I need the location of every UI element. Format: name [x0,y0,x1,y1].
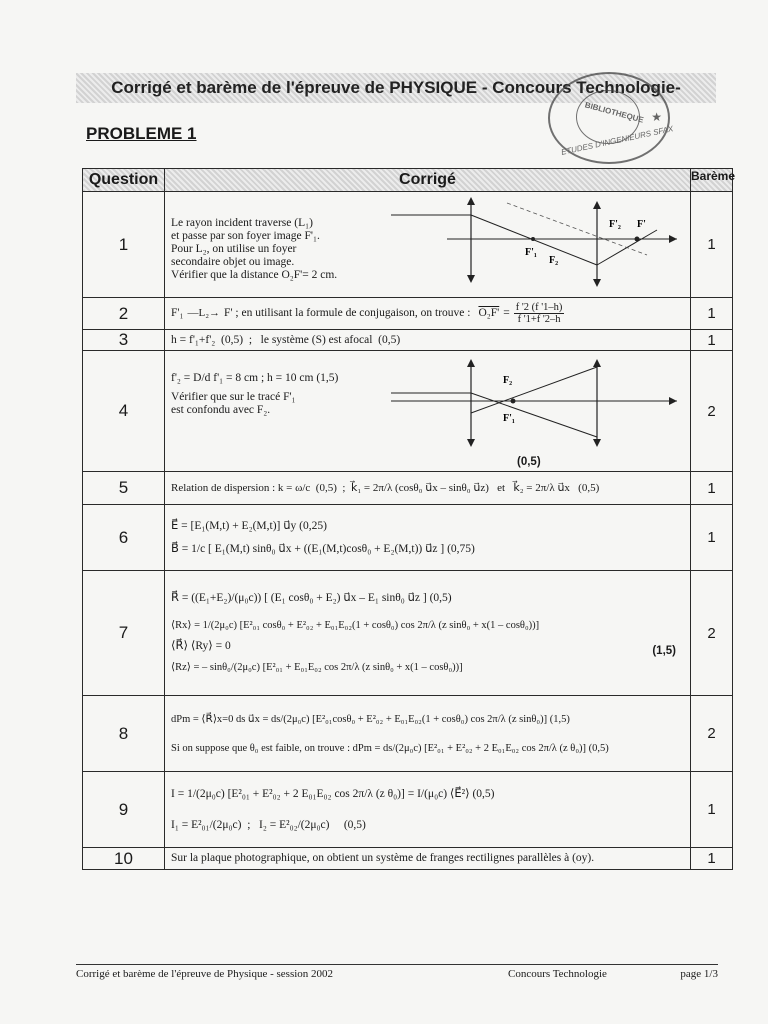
answer-line: Pour L₂, on utilise un foyer [171,242,297,255]
question-number: 3 [83,330,165,351]
table-row [83,192,733,298]
question-number: 10 [83,848,165,870]
question-number: 2 [83,298,165,330]
answer-line: secondaire objet ou image. [171,255,295,268]
answer-line: ⟨Rx⟩ = 1/(2μ₀c) [E²₀₁ cosθ₀ + E²₀₂ + E₀₁E₀₂(1 + cosθ₀) cos 2π/λ (z sinθ₀ + x(1 – cosθ₀))] [171,620,540,631]
answer-line: Si on suppose que θ₀ est faible, on trouve : dPm = ds/(2μ₀c) [E²₀₁ + E²₀₂ + 2 E₀₁E₀₂ cos 2π/λ (z θ₀)] (0,5) [171,742,609,754]
stamp-text-2: ETUDES D'INGENIEURS SFAX [560,124,674,157]
question-number: 8 [83,696,165,772]
answer-text: h = f'₁+f'₂ (0,5) ; le système (S) est afocal (0,5) [171,333,401,346]
score: 2 [691,351,733,472]
question-number: 9 [83,772,165,848]
question-number: 6 [83,505,165,571]
answer-line: ⟨Rz⟩ = – sinθ₀/(2μ₀c) [E²₀₁ + E₀₁E₀₂ cos 2π/λ (z sinθ₀ + x(1 – cosθ₀))] [171,662,463,673]
header-bareme: Barème [691,169,733,192]
table-row [83,505,733,571]
answer-line: I = 1/(2μ₀c) [E²₀₁ + E²₀₂ + 2 E₀₁E₀₂ cos 2π/λ (z θ₀)] = I/(μ₀c) ⟨E⃗²⟩ (0,5) [171,787,495,800]
score: 2 [691,571,733,696]
score: 1 [691,472,733,505]
answer-cell [165,848,691,870]
header-question: Question [83,169,165,192]
table-row [83,351,733,472]
answer-text: O₂F' [478,307,500,319]
bonus-score: (0,5) [517,456,541,468]
answer-text: Sur la plaque photographique, on obtient un système de franges rectilignes parallèles à (oy). [171,852,595,864]
answer-text: Relation de dispersion : k = ω/c (0,5) ; k⃗₁ = 2π/λ (cosθ₀ u⃗x – sinθ₀ u⃗z) et k⃗₂ = 2π/λ u⃗x (0,5) [171,481,600,494]
score: 1 [691,505,733,571]
question-number: 1 [83,192,165,298]
fraction-numerator: f '2 (f '1–h) [515,302,563,313]
answer-line: R⃗ = ((E₁+E₂)/(μ₀c)) [ (E₁ cosθ₀ + E₂) u⃗x – E₁ sinθ₀ u⃗z ] (0,5) [171,592,452,604]
answer-line: est confondu avec F₂. [171,404,271,416]
arrow-icon: —L₂→ [187,307,221,319]
answer-cell: F'₁ —L₂→ F' ; en utilisant la formule de conjugaison, on trouve : O₂F' = $\frac{f '2 (f '1-h)}{f '1+f '2-h}$ [165,298,691,330]
label-f2p: F'₂ [609,219,621,230]
answer-cell [165,505,691,571]
score: 1 [691,772,733,848]
answer-cell [165,571,691,696]
label-fp: F' [637,219,646,230]
bonus-score: (1,5) [652,645,676,657]
score: 2 [691,696,733,772]
answer-line: E⃗ = [E₁(M,t) + E₂(M,t)] u⃗y (0,25) [171,519,327,532]
answer-line: B⃗ = 1/c [ E₁(M,t) sinθ₀ u⃗x + ((E₁(M,t)cosθ₀ + E₂(M,t)) u⃗z ] (0,75) [171,542,475,555]
answer-line: dPm = ⟨R⃗⟩x=0 ds u⃗x = ds/(2μ₀c) [E²₀₁cosθ₀ + E²₀₂ + E₀₁E₀₂(1 + cosθ₀) cos 2π/λ (z sinθ₀)] (1,5) [171,713,570,725]
optics-diagram-4 [387,355,687,455]
question-number: 5 [83,472,165,505]
question-number: 7 [83,571,165,696]
footer-page-number: page 1/3 [680,968,718,980]
answer-table [82,168,736,870]
answer-line: Le rayon incident traverse (L₁) [171,216,313,229]
score: 1 [691,298,733,330]
header-corrige: Corrigé [165,169,691,192]
label-f2: F₂ [503,375,513,386]
table-row [83,772,733,848]
problem-title: PROBLEME 1 [86,124,197,143]
table-row [83,571,733,696]
header-banner: Corrigé et barème de l'épreuve de PHYSIQUE - Concours Technologie- [76,73,716,103]
footer-left: Corrigé et barème de l'épreuve de Physique - session 2002 [76,968,334,980]
answer-cell [165,330,691,351]
table-row [83,696,733,772]
answer-line: f'₂ = D/d f'₁ = 8 cm ; h = 10 cm (1,5) [171,372,339,384]
fraction [514,302,565,325]
answer-text: F'₁ [171,307,184,319]
page-footer [76,964,718,980]
answer-text: F' ; en utilisant la formule de conjugaison, on trouve : [224,307,471,319]
table-row [83,330,733,351]
answer-line: ⟨R⃗⟩ ⟨Ry⟩ = 0 [171,640,231,652]
library-stamp [548,72,674,164]
label-f1p: F'₁ [525,247,537,258]
question-number: 4 [83,351,165,472]
answer-cell [165,772,691,848]
answer-line: et passe par son foyer image F'₁. [171,229,320,242]
answer-cell [165,472,691,505]
answer-cell [165,351,691,472]
answer-cell [165,696,691,772]
score: 1 [691,192,733,298]
score: 1 [691,848,733,870]
footer-middle: Concours Technologie [508,968,607,980]
score: 1 [691,330,733,351]
answer-line: Vérifier que sur le tracé F'₁ [171,391,296,403]
label-f2: F₂ [549,255,559,266]
stamp-text-1: BIBLIOTHEQUE [583,100,645,125]
table-row [83,298,733,330]
fraction-denominator: f '1+f '2–h [517,314,561,325]
table-row [83,848,733,870]
answer-cell [165,192,691,298]
table-header-row [83,169,733,192]
label-f1p: F'₁ [503,413,515,424]
answer-line: Vérifier que la distance O₂F'= 2 cm. [171,268,338,281]
optics-diagram-1 [387,195,687,295]
star-icon: ★ [651,110,662,124]
table-row [83,472,733,505]
answer-line: I₁ = E²₀₁/(2μ₀c) ; I₂ = E²₀₂/(2μ₀c) (0,5) [171,818,366,831]
